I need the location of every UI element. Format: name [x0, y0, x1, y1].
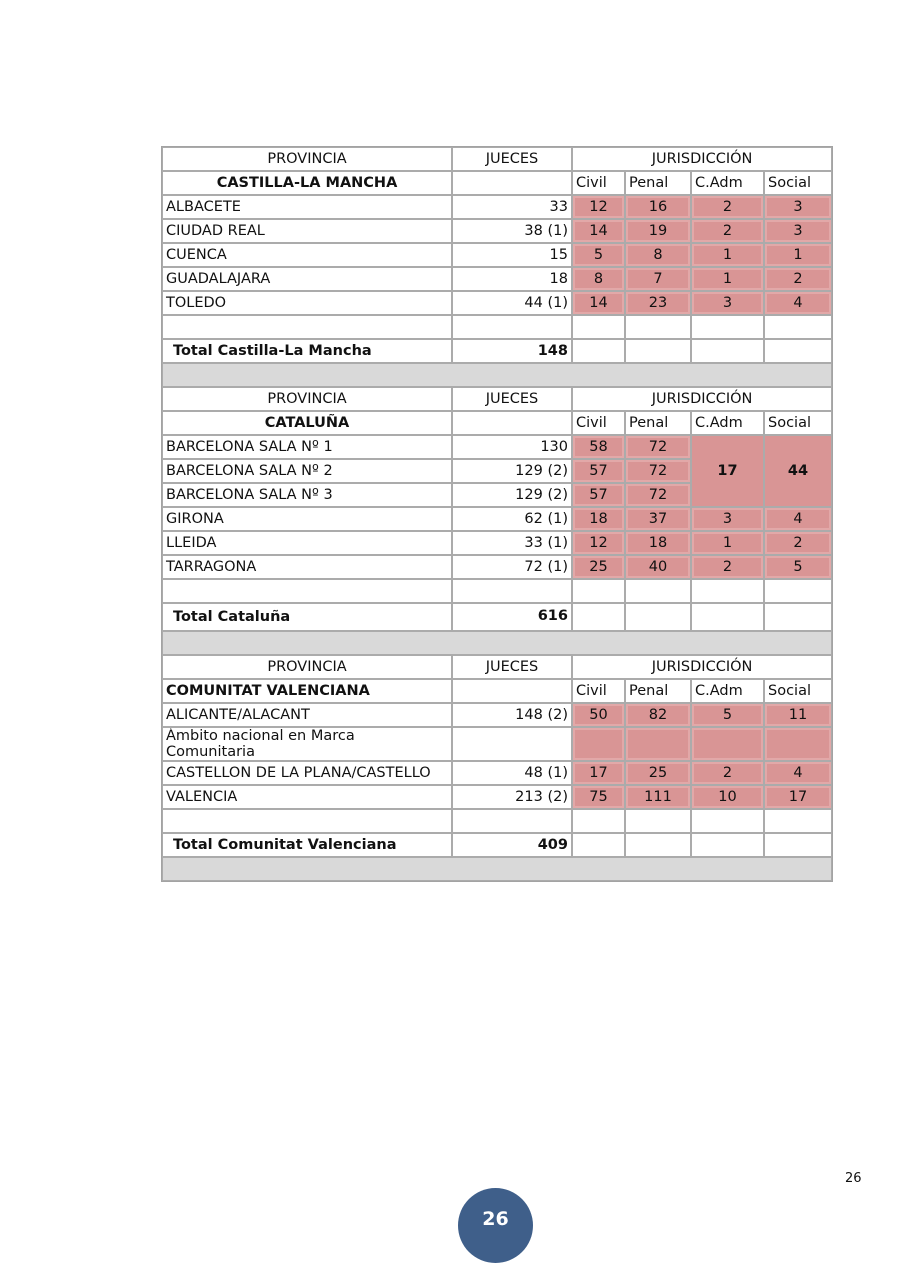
social-cell: 4 [764, 507, 832, 531]
civil-cell [572, 727, 625, 761]
header-penal: Penal [625, 679, 691, 703]
penal-cell: 19 [625, 219, 691, 243]
provincia-cell: GUADALAJARA [162, 267, 452, 291]
header-social: Social [764, 411, 832, 435]
provincia-cell: CIUDAD REAL [162, 219, 452, 243]
cadm-cell: 1 [691, 531, 764, 555]
empty-cell [452, 171, 572, 195]
header-row [162, 147, 832, 171]
header-cadm: C.Adm [691, 171, 764, 195]
table-row [162, 219, 832, 243]
cadm-cell: 1 [691, 243, 764, 267]
total-label: Total Castilla-La Mancha [162, 339, 452, 363]
jueces-cell: 33 [452, 195, 572, 219]
header-civil: Civil [572, 679, 625, 703]
total-label: Total Comunitat Valenciana [162, 833, 452, 857]
civil-cell: 14 [572, 291, 625, 315]
table-row [162, 531, 832, 555]
page-number-badge: 26 [458, 1188, 533, 1263]
civil-cell: 50 [572, 703, 625, 727]
civil-cell: 58 [572, 435, 625, 459]
total-value: 616 [452, 603, 572, 631]
barcelona-social-cell: 44 [764, 435, 832, 507]
section-separator [162, 363, 832, 387]
empty-row [162, 579, 832, 603]
social-cell: 2 [764, 267, 832, 291]
table-row [162, 761, 832, 785]
header-provincia: PROVINCIA [162, 387, 452, 411]
table-row [162, 195, 832, 219]
civil-cell: 5 [572, 243, 625, 267]
table-row [162, 555, 832, 579]
social-cell: 4 [764, 761, 832, 785]
civil-cell: 12 [572, 531, 625, 555]
subheader-row [162, 679, 832, 703]
jueces-cell: 44 (1) [452, 291, 572, 315]
header-provincia: PROVINCIA [162, 655, 452, 679]
subheader-row [162, 411, 832, 435]
subheader-row [162, 171, 832, 195]
table-row [162, 785, 832, 809]
header-civil: Civil [572, 411, 625, 435]
civil-cell: 8 [572, 267, 625, 291]
cadm-cell: 1 [691, 267, 764, 291]
barcelona-cadm-cell: 17 [691, 435, 764, 507]
jueces-cell: 48 (1) [452, 761, 572, 785]
penal-cell: 37 [625, 507, 691, 531]
civil-cell: 57 [572, 483, 625, 507]
jueces-cell: 148 (2) [452, 703, 572, 727]
table-row [162, 267, 832, 291]
table-row [162, 291, 832, 315]
cadm-cell: 2 [691, 555, 764, 579]
penal-cell [625, 727, 691, 761]
header-jueces: JUECES [452, 655, 572, 679]
table-row [162, 507, 832, 531]
provincia-cell: Ámbito nacional en Marca Comunitaria [162, 727, 452, 761]
provincia-cell: ALBACETE [162, 195, 452, 219]
table-row [162, 703, 832, 727]
penal-cell: 72 [625, 459, 691, 483]
cadm-cell: 5 [691, 703, 764, 727]
empty-cell [452, 411, 572, 435]
section-title: CASTILLA-LA MANCHA [162, 171, 452, 195]
empty-row [162, 809, 832, 833]
header-provincia: PROVINCIA [162, 147, 452, 171]
cadm-cell: 3 [691, 507, 764, 531]
section-title: COMUNITAT VALENCIANA [162, 679, 452, 703]
jueces-cell: 15 [452, 243, 572, 267]
penal-cell: 111 [625, 785, 691, 809]
cadm-cell: 3 [691, 291, 764, 315]
social-cell: 11 [764, 703, 832, 727]
penal-cell: 18 [625, 531, 691, 555]
header-jueces: JUECES [452, 147, 572, 171]
header-social: Social [764, 171, 832, 195]
penal-cell: 40 [625, 555, 691, 579]
header-jurisdiccion: JURISDICCIÓN [572, 655, 832, 679]
civil-cell: 25 [572, 555, 625, 579]
jueces-cell: 62 (1) [452, 507, 572, 531]
civil-cell: 18 [572, 507, 625, 531]
total-row [162, 833, 832, 857]
cadm-cell: 2 [691, 761, 764, 785]
jueces-cell: 33 (1) [452, 531, 572, 555]
jueces-cell: 130 [452, 435, 572, 459]
empty-row [162, 315, 832, 339]
total-value: 148 [452, 339, 572, 363]
table-row [162, 727, 832, 761]
cadm-cell: 2 [691, 195, 764, 219]
social-cell: 17 [764, 785, 832, 809]
penal-cell: 7 [625, 267, 691, 291]
provincia-cell: LLEIDA [162, 531, 452, 555]
cadm-cell: 2 [691, 219, 764, 243]
provincia-cell: BARCELONA SALA Nº 2 [162, 459, 452, 483]
total-row [162, 603, 832, 631]
penal-cell: 23 [625, 291, 691, 315]
header-row [162, 387, 832, 411]
header-cadm: C.Adm [691, 411, 764, 435]
table-row [162, 243, 832, 267]
penal-cell: 16 [625, 195, 691, 219]
header-cadm: C.Adm [691, 679, 764, 703]
jueces-cell: 129 (2) [452, 483, 572, 507]
header-penal: Penal [625, 171, 691, 195]
header-civil: Civil [572, 171, 625, 195]
social-cell: 4 [764, 291, 832, 315]
jueces-cell: 213 (2) [452, 785, 572, 809]
jueces-cell: 72 (1) [452, 555, 572, 579]
cadm-cell: 10 [691, 785, 764, 809]
provincia-cell: CASTELLON DE LA PLANA/CASTELLO [162, 761, 452, 785]
jueces-cell: 38 (1) [452, 219, 572, 243]
header-social: Social [764, 679, 832, 703]
header-penal: Penal [625, 411, 691, 435]
jueces-cell [452, 727, 572, 761]
social-cell: 1 [764, 243, 832, 267]
social-cell: 3 [764, 195, 832, 219]
section-separator [162, 631, 832, 655]
penal-cell: 72 [625, 435, 691, 459]
header-jueces: JUECES [452, 387, 572, 411]
social-cell: 5 [764, 555, 832, 579]
provincia-cell: TOLEDO [162, 291, 452, 315]
total-label: Total Cataluña [162, 603, 452, 631]
cadm-cell [691, 727, 764, 761]
penal-cell: 8 [625, 243, 691, 267]
empty-cell [452, 679, 572, 703]
social-cell: 3 [764, 219, 832, 243]
civil-cell: 12 [572, 195, 625, 219]
provincia-cell: TARRAGONA [162, 555, 452, 579]
civil-cell: 14 [572, 219, 625, 243]
header-jurisdiccion: JURISDICCIÓN [572, 387, 832, 411]
header-row [162, 655, 832, 679]
social-cell [764, 727, 832, 761]
penal-cell: 25 [625, 761, 691, 785]
page-number: 26 [845, 1171, 862, 1186]
section-title: CATALUÑA [162, 411, 452, 435]
civil-cell: 17 [572, 761, 625, 785]
provincia-cell: BARCELONA SALA Nº 1 [162, 435, 452, 459]
jueces-cell: 18 [452, 267, 572, 291]
provincia-cell: VALENCIA [162, 785, 452, 809]
total-row [162, 339, 832, 363]
section-separator [162, 857, 832, 881]
penal-cell: 82 [625, 703, 691, 727]
provincia-cell: BARCELONA SALA Nº 3 [162, 483, 452, 507]
penal-cell: 72 [625, 483, 691, 507]
civil-cell: 57 [572, 459, 625, 483]
social-cell: 2 [764, 531, 832, 555]
provincia-cell: GIRONA [162, 507, 452, 531]
table-row [162, 435, 832, 459]
civil-cell: 75 [572, 785, 625, 809]
jueces-table [161, 146, 833, 882]
provincia-cell: ALICANTE/ALACANT [162, 703, 452, 727]
jueces-cell: 129 (2) [452, 459, 572, 483]
total-value: 409 [452, 833, 572, 857]
provincia-cell: CUENCA [162, 243, 452, 267]
header-jurisdiccion: JURISDICCIÓN [572, 147, 832, 171]
